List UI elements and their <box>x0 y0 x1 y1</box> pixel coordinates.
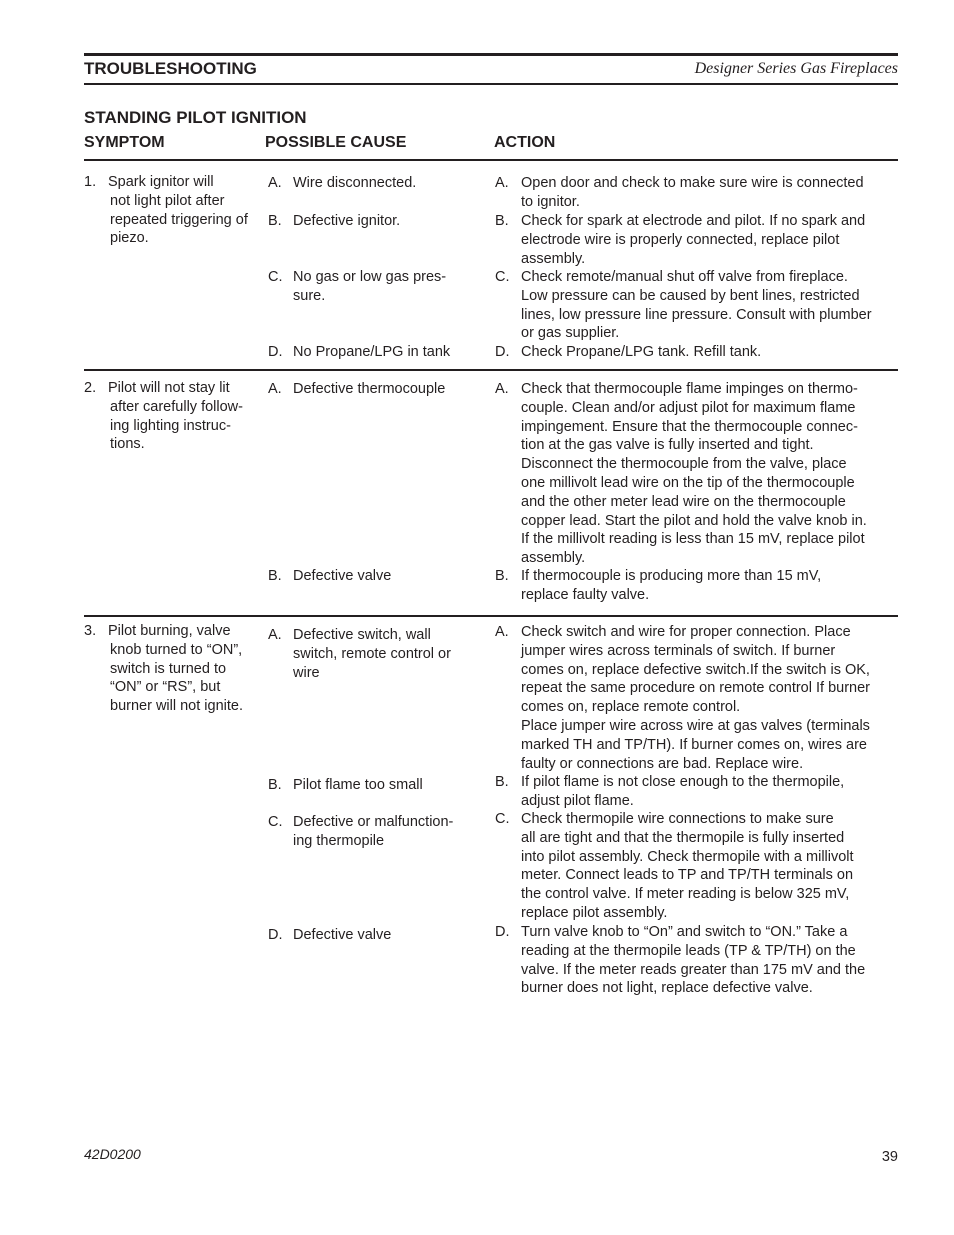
cause-item-text <box>293 626 451 682</box>
column-header-cause: POSSIBLE CAUSE <box>265 134 407 151</box>
action-item-text <box>521 923 865 998</box>
row-divider <box>84 615 898 617</box>
cause-item-label: C. <box>268 814 283 830</box>
cause-item-label: C. <box>268 269 283 285</box>
text-line: If thermocouple is producing more than 15 mV, <box>521 568 822 584</box>
text-line: Defective valve <box>293 927 392 943</box>
cause-item-text <box>293 268 446 306</box>
text-line: wire <box>293 664 320 681</box>
cause-item-label: A. <box>268 175 282 191</box>
row-divider <box>84 369 898 371</box>
text-line: the control valve. If meter reading is below 325 mV, <box>521 886 850 903</box>
text-line: Check thermopile wire connections to make sure <box>521 811 834 827</box>
text-line: Pilot burning, valve <box>108 623 231 639</box>
text-line: knob turned to “ON”, <box>110 641 243 658</box>
action-item-label: A. <box>495 381 509 397</box>
symptom-item-text <box>110 379 243 454</box>
cause-item-label: A. <box>268 627 282 643</box>
text-line: Wire disconnected. <box>293 175 417 191</box>
text-line: adjust pilot flame. <box>521 792 634 809</box>
text-line: couple. Clean and/or adjust pilot for maximum flame <box>521 399 856 416</box>
cause-item-text <box>293 380 445 399</box>
text-line: No Propane/LPG in tank <box>293 344 451 360</box>
cause-item-text <box>293 212 400 231</box>
action-item-label: B. <box>495 774 509 790</box>
cause-item-label: A. <box>268 381 282 397</box>
symptom-item-label: 3. <box>84 623 97 639</box>
text-line: Check remote/manual shut off valve from fireplace. <box>521 269 848 285</box>
text-line: Check for spark at electrode and pilot. If no spark and <box>521 213 866 229</box>
text-line: replace pilot assembly. <box>521 904 668 921</box>
text-line: comes on, replace remote control. <box>521 699 741 716</box>
section-heading: TROUBLESHOOTING <box>84 59 257 78</box>
symptom-item-label: 1. <box>84 174 97 190</box>
text-line: Open door and check to make sure wire is connected <box>521 175 864 191</box>
cause-item-text <box>293 343 450 362</box>
text-line: to ignitor. <box>521 193 580 210</box>
text-line: tion at the gas valve is fully inserted and tight. <box>521 437 814 454</box>
text-line: after carefully follow- <box>110 398 243 415</box>
text-line: Check that thermocouple flame impinges on thermo- <box>521 381 858 397</box>
action-item-text <box>521 773 844 811</box>
cause-item-text <box>293 174 416 193</box>
text-line: Defective switch, wall <box>293 627 431 643</box>
action-item-label: C. <box>495 811 510 827</box>
text-line: Defective or malfunction- <box>293 814 454 830</box>
text-line: into pilot assembly. Check thermopile with a millivolt <box>521 848 854 865</box>
text-line: Disconnect the thermocouple from the valve, place <box>521 456 847 473</box>
text-line: reading at the thermopile leads (TP & TP/TH) on the <box>521 942 856 959</box>
text-line: If pilot flame is not close enough to the thermopile, <box>521 774 845 790</box>
column-header-action: ACTION <box>494 134 556 151</box>
text-line: replace faulty valve. <box>521 586 650 603</box>
action-item-text <box>521 212 865 268</box>
text-line: Pilot flame too small <box>293 777 423 793</box>
product-name: Designer Series Gas Fireplaces <box>694 60 898 77</box>
text-line: Spark ignitor will <box>108 174 214 190</box>
action-item-text <box>521 567 821 605</box>
cause-item-text <box>293 567 391 586</box>
action-item-text <box>521 380 867 568</box>
cause-item-label: B. <box>268 568 282 584</box>
text-line: jumper wires across terminals of switch. If burner <box>521 642 836 659</box>
text-line: Check Propane/LPG tank. Refill tank. <box>521 344 762 360</box>
text-line: piezo. <box>110 230 149 247</box>
page-number: 39 <box>881 1149 898 1165</box>
text-line: and the other meter lead wire on the thermocouple <box>521 493 846 510</box>
symptom-item-text <box>110 173 248 248</box>
document-code: 42D0200 <box>84 1146 141 1162</box>
text-line: copper lead. Start the pilot and hold the valve knob in. <box>521 512 867 529</box>
text-line: not light pilot after <box>110 192 225 209</box>
column-header-rule <box>84 159 898 161</box>
text-line: assembly. <box>521 550 586 567</box>
text-line: switch, remote control or <box>293 645 451 662</box>
text-line: sure. <box>293 287 326 304</box>
text-line: No gas or low gas pres- <box>293 269 447 285</box>
text-line: Check switch and wire for proper connection. Place <box>521 624 851 640</box>
header-bottom-rule <box>84 83 898 85</box>
action-item-label: D. <box>495 344 510 360</box>
text-line: repeat the same procedure on remote control If burner <box>521 680 870 697</box>
symptom-item-text <box>110 622 243 716</box>
text-line: “ON” or “RS”, but <box>110 679 221 696</box>
cause-item-text <box>293 813 453 851</box>
action-item-label: B. <box>495 213 509 229</box>
text-line: one millivolt lead wire on the tip of the thermocouple <box>521 474 855 491</box>
cause-item-label: D. <box>268 344 283 360</box>
text-line: burner does not light, replace defective valve. <box>521 980 813 997</box>
text-line: all are tight and that the thermopile is fully inserted <box>521 829 845 846</box>
action-item-text <box>521 174 864 212</box>
cause-item-text <box>293 776 423 795</box>
action-item-text <box>521 343 761 362</box>
text-line: ing lighting instruc- <box>110 417 231 434</box>
action-item-text <box>521 623 870 773</box>
text-line: meter. Connect leads to TP and TP/TH terminals on <box>521 867 854 884</box>
symptom-item-label: 2. <box>84 380 97 396</box>
text-line: Defective ignitor. <box>293 213 401 229</box>
text-line: marked TH and TP/TH). If burner comes on, wires are <box>521 736 867 753</box>
text-line: valve. If the meter reads greater than 175 mV and the <box>521 961 866 978</box>
cause-item-label: D. <box>268 927 283 943</box>
text-line: or gas supplier. <box>521 325 620 342</box>
text-line: burner will not ignite. <box>110 698 243 715</box>
page-title: STANDING PILOT IGNITION <box>84 108 307 127</box>
text-line: Defective valve <box>293 568 392 584</box>
action-item-label: C. <box>495 269 510 285</box>
text-line: assembly. <box>521 250 586 267</box>
action-item-label: A. <box>495 175 509 191</box>
action-item-label: A. <box>495 624 509 640</box>
text-line: electrode wire is properly connected, replace pilot <box>521 231 840 248</box>
text-line: switch is turned to <box>110 660 227 677</box>
text-line: Defective thermocouple <box>293 381 446 397</box>
text-line: If the millivolt reading is less than 15 mV, replace pilot <box>521 531 865 548</box>
text-line: faulty or connections are bad. Replace wire. <box>521 755 804 772</box>
text-line: Place jumper wire across wire at gas valves (terminals <box>521 717 870 734</box>
text-line: comes on, replace defective switch.If the switch is OK, <box>521 661 870 678</box>
cause-item-label: B. <box>268 777 282 793</box>
action-item-text <box>521 810 854 923</box>
text-line: repeated triggering of <box>110 211 248 228</box>
text-line: ing thermopile <box>293 832 385 849</box>
cause-item-text <box>293 926 391 945</box>
text-line: impingement. Ensure that the thermocouple connec- <box>521 418 858 435</box>
text-line: Turn valve knob to “On” and switch to “ON.” Take a <box>521 924 848 940</box>
action-item-label: B. <box>495 568 509 584</box>
text-line: Low pressure can be caused by bent lines, restricted <box>521 287 860 304</box>
text-line: tions. <box>110 436 145 453</box>
text-line: Pilot will not stay lit <box>108 380 230 396</box>
action-item-text <box>521 268 872 343</box>
text-line: lines, low pressure line pressure. Consult with plumber <box>521 306 872 323</box>
header-top-rule <box>84 53 898 56</box>
cause-item-label: B. <box>268 213 282 229</box>
action-item-label: D. <box>495 924 510 940</box>
column-header-symptom: SYMPTOM <box>84 134 165 151</box>
